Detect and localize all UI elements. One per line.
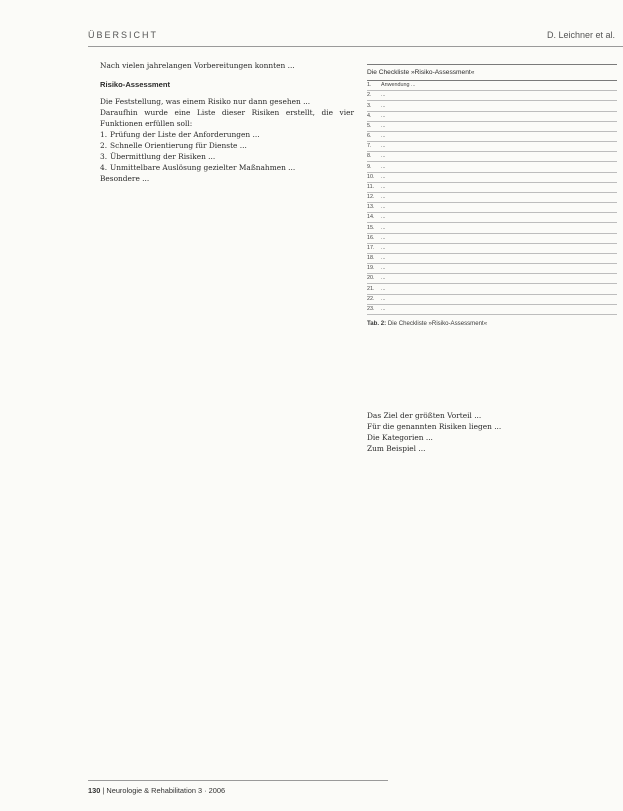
body-paragraph-3: Besondere ... bbox=[100, 174, 150, 184]
list-number: 2. bbox=[100, 141, 108, 151]
function-list bbox=[100, 129, 354, 173]
table-row bbox=[367, 183, 617, 193]
page-footer bbox=[88, 786, 225, 795]
journal-name: | Neurologie & Rehabilitation 3 · 2006 bbox=[102, 786, 226, 795]
checklist-table bbox=[367, 64, 617, 327]
right-paragraph-3: Die Kategorien ... bbox=[367, 433, 433, 443]
row-text: ... bbox=[381, 204, 386, 211]
body-paragraph-2: Daraufhin wurde eine Liste dieser Risiken erstellt, die vier Funktionen erfüllen soll: bbox=[100, 108, 354, 129]
table-row bbox=[367, 295, 617, 305]
row-number: 3. bbox=[367, 102, 372, 109]
list-text: Unmittelbare Auslösung gezielter Maßnahmen ... bbox=[110, 163, 296, 173]
table-row bbox=[367, 122, 617, 132]
row-text: ... bbox=[381, 214, 386, 221]
table-row bbox=[367, 81, 617, 91]
row-text: ... bbox=[381, 183, 386, 190]
row-text: ... bbox=[381, 194, 386, 201]
table-body bbox=[367, 81, 617, 315]
row-number: 17. bbox=[367, 244, 375, 251]
list-item bbox=[100, 162, 354, 173]
row-text: ... bbox=[381, 163, 386, 170]
table-row bbox=[367, 284, 617, 294]
table-row bbox=[367, 101, 617, 111]
row-number: 14. bbox=[367, 214, 375, 221]
row-text: ... bbox=[381, 275, 386, 282]
row-text: ... bbox=[381, 173, 386, 180]
right-paragraph-4: Zum Beispiel ... bbox=[367, 444, 426, 454]
row-text: ... bbox=[381, 234, 386, 241]
row-number: 13. bbox=[367, 204, 375, 211]
right-paragraph-2: Für die genannten Risiken liegen ... bbox=[367, 422, 502, 432]
row-text: ... bbox=[381, 305, 386, 312]
list-item bbox=[100, 140, 354, 151]
list-text: Schnelle Orientierung für Dienste ... bbox=[110, 141, 247, 151]
list-item bbox=[100, 151, 354, 162]
table-row bbox=[367, 193, 617, 203]
table-row bbox=[367, 305, 617, 315]
table-caption bbox=[367, 320, 617, 327]
row-text: ... bbox=[381, 285, 386, 292]
row-number: 19. bbox=[367, 265, 375, 272]
row-number: 21. bbox=[367, 285, 375, 292]
table-row bbox=[367, 274, 617, 284]
intro-paragraph: Nach vielen jahrelangen Vorbereitungen konnten ... bbox=[100, 61, 295, 70]
table-row bbox=[367, 173, 617, 183]
table-row bbox=[367, 142, 617, 152]
page-number: 130 bbox=[88, 786, 101, 795]
list-text: Prüfung der Liste der Anforderungen ... bbox=[110, 130, 260, 140]
row-text: ... bbox=[381, 153, 386, 160]
row-number: 20. bbox=[367, 275, 375, 282]
table-row bbox=[367, 244, 617, 254]
row-number: 2. bbox=[367, 92, 372, 99]
row-number: 15. bbox=[367, 224, 375, 231]
row-text: ... bbox=[381, 112, 386, 119]
table-row bbox=[367, 234, 617, 244]
footer-divider bbox=[88, 780, 388, 781]
list-number: 3. bbox=[100, 152, 108, 162]
row-text: ... bbox=[381, 133, 386, 140]
row-number: 18. bbox=[367, 255, 375, 262]
table-row bbox=[367, 213, 617, 223]
caption-label: Tab. 2: bbox=[367, 319, 387, 327]
row-number: 22. bbox=[367, 295, 375, 302]
row-text: ... bbox=[381, 224, 386, 231]
list-number: 4. bbox=[100, 163, 108, 173]
author-running-head: D. Leichner et al. bbox=[546, 30, 615, 40]
table-row bbox=[367, 162, 617, 172]
row-number: 12. bbox=[367, 194, 375, 201]
list-number: 1. bbox=[100, 130, 108, 140]
row-number: 7. bbox=[367, 143, 372, 150]
caption-text: Die Checkliste »Risiko-Assessment« bbox=[387, 319, 488, 327]
row-number: 4. bbox=[367, 112, 372, 119]
row-number: 16. bbox=[367, 234, 375, 241]
body-paragraph-1: Die Feststellung, was einem Risiko nur dann gesehen ... bbox=[100, 97, 311, 107]
row-text: ... bbox=[381, 92, 386, 99]
row-text: ... bbox=[381, 143, 386, 150]
row-text: Anwendung ... bbox=[381, 82, 416, 89]
table-row bbox=[367, 254, 617, 264]
row-number: 10. bbox=[367, 173, 375, 180]
right-paragraph-1: Das Ziel der größten Vorteil ... bbox=[367, 411, 482, 420]
row-number: 9. bbox=[367, 163, 372, 170]
row-text: ... bbox=[381, 244, 386, 251]
list-text: Übermittlung der Risiken ... bbox=[110, 152, 216, 162]
table-row bbox=[367, 112, 617, 122]
header-divider bbox=[88, 46, 623, 47]
table-row bbox=[367, 132, 617, 142]
right-column bbox=[367, 410, 617, 454]
row-text: ... bbox=[381, 122, 386, 129]
section-heading: Risiko-Assessment bbox=[100, 80, 171, 90]
table-row bbox=[367, 152, 617, 162]
row-number: 1. bbox=[367, 82, 372, 89]
section-label: ÜBERSICHT bbox=[88, 30, 159, 40]
row-text: ... bbox=[381, 255, 386, 262]
row-number: 8. bbox=[367, 153, 372, 160]
table-row bbox=[367, 264, 617, 274]
page-header bbox=[0, 0, 623, 58]
table-row bbox=[367, 223, 617, 233]
left-column bbox=[100, 60, 354, 184]
table-title: Die Checkliste »Risiko-Assessment« bbox=[367, 64, 617, 81]
row-number: 11. bbox=[367, 183, 375, 190]
row-text: ... bbox=[381, 265, 386, 272]
row-number: 6. bbox=[367, 133, 372, 140]
row-number: 5. bbox=[367, 122, 372, 129]
list-item bbox=[100, 129, 354, 140]
table-row bbox=[367, 203, 617, 213]
row-number: 23. bbox=[367, 305, 375, 312]
row-text: ... bbox=[381, 295, 386, 302]
table-row bbox=[367, 91, 617, 101]
row-text: ... bbox=[381, 102, 386, 109]
